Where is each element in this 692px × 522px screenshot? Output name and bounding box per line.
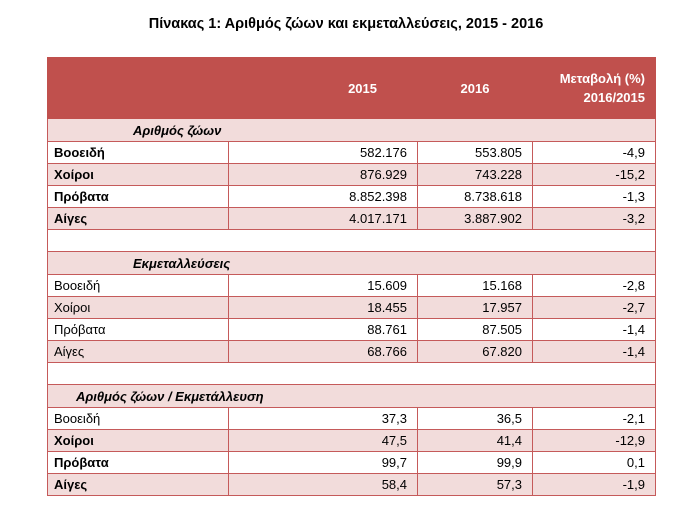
section-title: Αριθμός ζώων [48,119,656,142]
cell-2015: 68.766 [229,341,418,363]
cell-2015: 37,3 [229,408,418,430]
cell-change: -2,8 [533,275,656,297]
table-row [48,452,656,474]
cell-change: -2,1 [533,408,656,430]
row-label: Πρόβατα [48,452,229,474]
livestock-table [47,57,656,496]
row-label: Χοίροι [48,430,229,452]
header-change-line2: 2016/2015 [583,90,645,105]
row-label: Αίγες [48,474,229,496]
cell-change: -1,3 [533,186,656,208]
cell-change: -12,9 [533,430,656,452]
header-change-line1: Μεταβολή (%) [559,71,645,86]
table-row [48,474,656,496]
table-row [48,164,656,186]
cell-2016: 8.738.618 [418,186,533,208]
cell-change: -15,2 [533,164,656,186]
row-label: Βοοειδή [48,142,229,164]
row-label: Αίγες [48,208,229,230]
cell-2015: 18.455 [229,297,418,319]
row-label: Βοοειδή [48,275,229,297]
row-label: Πρόβατα [48,186,229,208]
table-row [48,208,656,230]
spacer-row [48,363,656,385]
row-label: Χοίροι [48,297,229,319]
row-label: Χοίροι [48,164,229,186]
table-row [48,275,656,297]
header-2016: 2016 [418,58,533,119]
cell-change: -1,4 [533,341,656,363]
header-2015: 2015 [229,58,418,119]
cell-2016: 67.820 [418,341,533,363]
table-row [48,297,656,319]
row-label: Πρόβατα [48,319,229,341]
cell-2016: 17.957 [418,297,533,319]
section-header-holdings [48,252,656,275]
header-row [48,58,656,119]
table-row [48,430,656,452]
section-title: Εκμεταλλεύσεις [48,252,656,275]
cell-2016: 743.228 [418,164,533,186]
table-title: Πίνακας 1: Αριθμός ζώων και εκμεταλλεύσεις, 2015 - 2016 [148,16,544,32]
cell-2016: 41,4 [418,430,533,452]
cell-2016: 99,9 [418,452,533,474]
cell-2016: 87.505 [418,319,533,341]
cell-2016: 15.168 [418,275,533,297]
cell-change: -3,2 [533,208,656,230]
row-label: Βοοειδή [48,408,229,430]
cell-change: 0,1 [533,452,656,474]
section-header-animals-per-holding [48,385,656,408]
row-label: Αίγες [48,341,229,363]
table-row [48,408,656,430]
cell-2015: 47,5 [229,430,418,452]
section-title: Αριθμός ζώων / Εκμετάλλευση [48,385,656,408]
cell-2015: 582.176 [229,142,418,164]
cell-change: -1,9 [533,474,656,496]
cell-2016: 36,5 [418,408,533,430]
cell-2015: 15.609 [229,275,418,297]
table-row [48,186,656,208]
spacer-row [48,230,656,252]
section-header-animals [48,119,656,142]
header-empty-cell [48,58,229,119]
cell-change: -2,7 [533,297,656,319]
cell-2016: 553.805 [418,142,533,164]
cell-2015: 58,4 [229,474,418,496]
spacer-cell [48,230,656,252]
table-row [48,142,656,164]
table-row [48,341,656,363]
cell-2016: 3.887.902 [418,208,533,230]
table-row [48,319,656,341]
cell-change: -4,9 [533,142,656,164]
cell-2015: 4.017.171 [229,208,418,230]
header-change [533,58,656,119]
cell-2015: 88.761 [229,319,418,341]
cell-2016: 57,3 [418,474,533,496]
cell-2015: 8.852.398 [229,186,418,208]
cell-change: -1,4 [533,319,656,341]
spacer-cell [48,363,656,385]
cell-2015: 99,7 [229,452,418,474]
cell-2015: 876.929 [229,164,418,186]
